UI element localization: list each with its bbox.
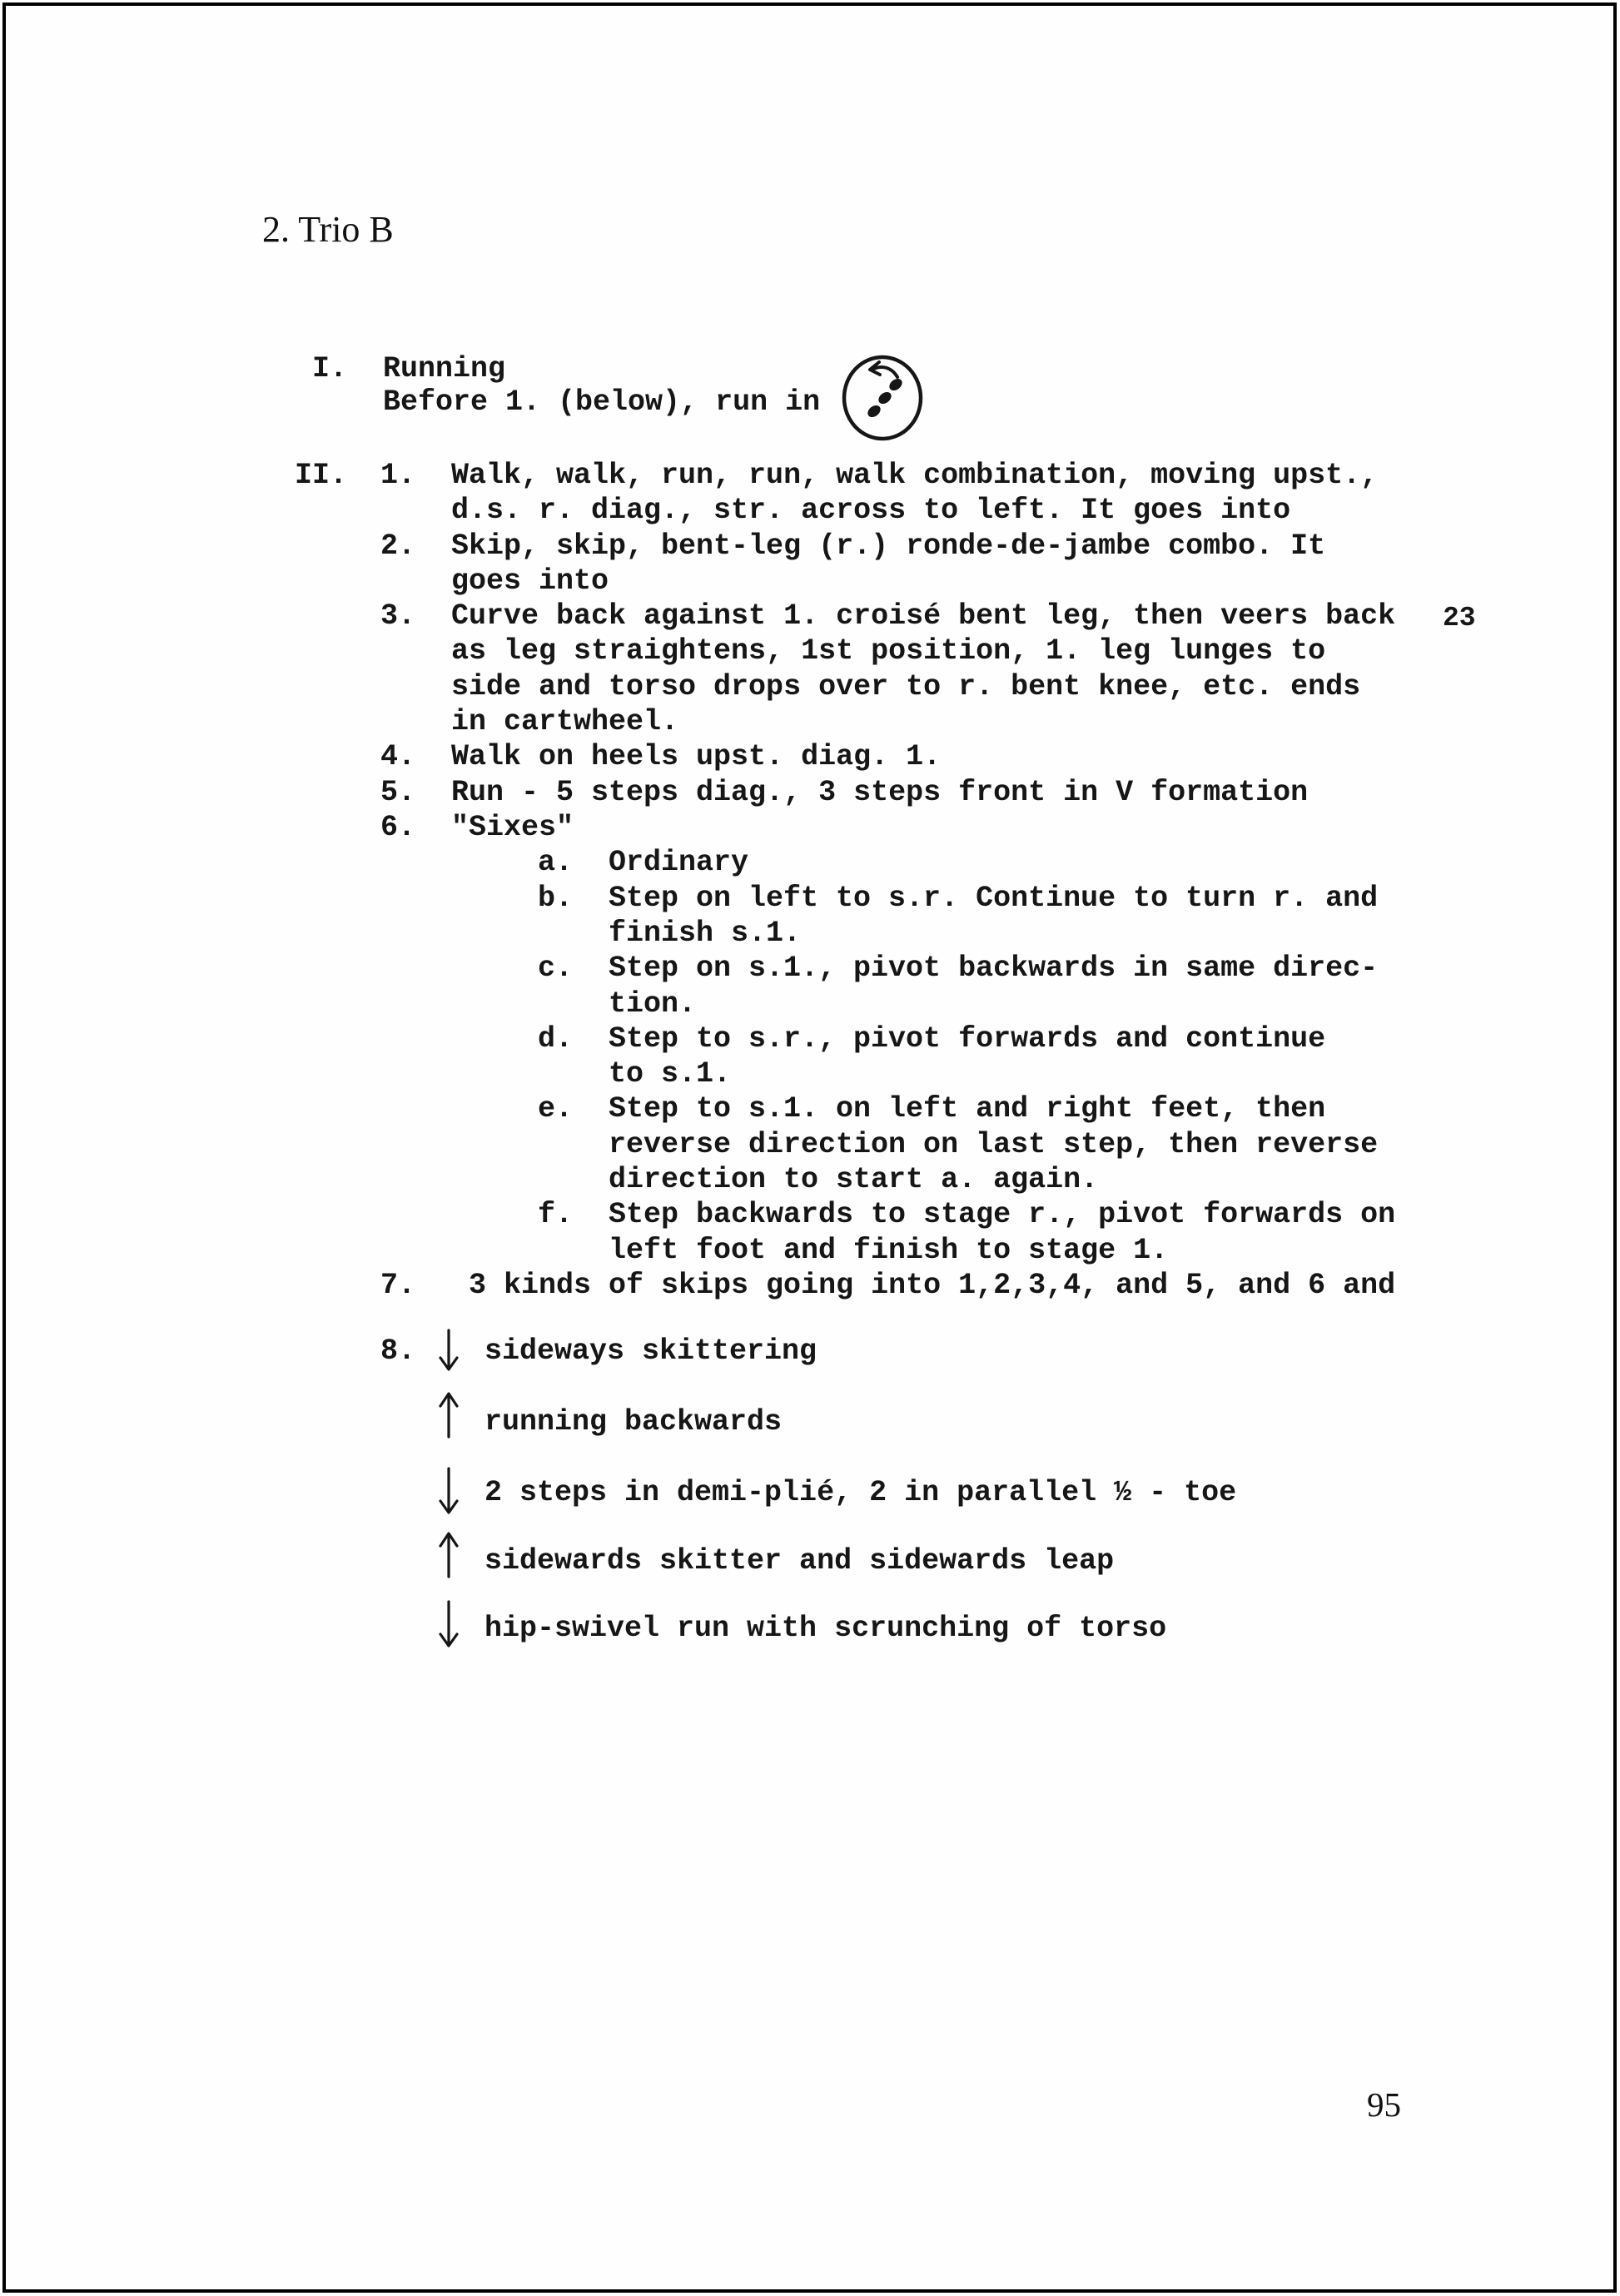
roman-numeral: II. xyxy=(295,459,348,492)
text-line: Step backwards to stage r., pivot forwards on xyxy=(609,1198,1396,1231)
subitem-letter: b. xyxy=(538,882,574,915)
text-line: 3 kinds of skips going into 1,2,3,4, and 5, and 6 and xyxy=(469,1269,1396,1302)
text-line: reverse direction on last step, then reverse xyxy=(609,1128,1379,1161)
text-line: left foot and finish to stage 1. xyxy=(609,1234,1169,1267)
margin-note: 23 xyxy=(1443,603,1476,634)
roman-numeral: I. xyxy=(312,352,348,385)
subitem-letter: a. xyxy=(538,846,574,879)
up-arrow-icon xyxy=(436,1390,461,1439)
up-arrow-icon xyxy=(436,1530,461,1578)
text-line: "Sixes" xyxy=(451,811,574,844)
text-line: Run - 5 steps diag., 3 steps front in V formation xyxy=(451,776,1309,809)
text-line: 2 steps in demi-plié, 2 in parallel ½ - toe xyxy=(485,1476,1237,1509)
text-line: Before 1. (below), run in xyxy=(383,385,821,419)
item-number: 2. xyxy=(380,529,416,563)
down-arrow-icon xyxy=(436,1329,461,1372)
item-number: 5. xyxy=(380,776,416,809)
item-number: 8. xyxy=(380,1334,416,1368)
text-line: hip-swivel run with scrunching of torso xyxy=(485,1612,1167,1645)
text-line: direction to start a. again. xyxy=(609,1163,1099,1196)
subitem-letter: c. xyxy=(538,952,574,985)
text-line: Curve back against 1. croisé bent leg, then veers back xyxy=(451,599,1396,633)
text-line: Walk on heels upst. diag. 1. xyxy=(451,740,942,773)
text-line: as leg straightens, 1st position, 1. leg lunges to xyxy=(451,634,1326,668)
text-line: to s.1. xyxy=(609,1057,732,1091)
text-line: sidewards skitter and sidewards leap xyxy=(485,1544,1115,1578)
page-title: 2. Trio B xyxy=(262,209,394,250)
subitem-letter: e. xyxy=(538,1092,574,1126)
text-line: side and torso drops over to r. bent knee, etc. ends xyxy=(451,670,1361,703)
item-number: 3. xyxy=(380,599,416,633)
text-line: Skip, skip, bent-leg (r.) ronde-de-jambe combo. It xyxy=(451,529,1326,563)
text-line: Step on left to s.r. Continue to turn r. and xyxy=(609,882,1379,915)
item-number: 6. xyxy=(380,811,416,844)
item-number: 1. xyxy=(380,459,416,492)
subitem-letter: f. xyxy=(538,1198,574,1231)
text-line: Step to s.r., pivot forwards and continue xyxy=(609,1022,1326,1056)
text-line: d.s. r. diag., str. across to left. It goes into xyxy=(451,494,1291,527)
circled-run-path-icon xyxy=(839,353,926,443)
text-line: finish s.1. xyxy=(609,917,802,950)
down-arrow-icon xyxy=(436,1467,461,1515)
text-line: in cartwheel. xyxy=(451,705,679,738)
subitem-letter: d. xyxy=(538,1022,574,1056)
text-line: Walk, walk, run, run, walk combination, moving upst., xyxy=(451,459,1379,492)
text-line: tion. xyxy=(609,987,697,1021)
item-number: 7. xyxy=(380,1269,416,1302)
text-line: Running xyxy=(383,352,506,385)
text-line: sideways skittering xyxy=(485,1334,817,1368)
page-number: 95 xyxy=(1367,2085,1401,2124)
text-line: running backwards xyxy=(485,1405,783,1439)
text-line: goes into xyxy=(451,564,609,598)
down-arrow-icon xyxy=(436,1600,461,1648)
text-line: Step on s.1., pivot backwards in same direc- xyxy=(609,952,1379,985)
item-number: 4. xyxy=(380,740,416,773)
text-line: Ordinary xyxy=(609,846,749,879)
text-line: Step to s.1. on left and right feet, then xyxy=(609,1092,1326,1126)
